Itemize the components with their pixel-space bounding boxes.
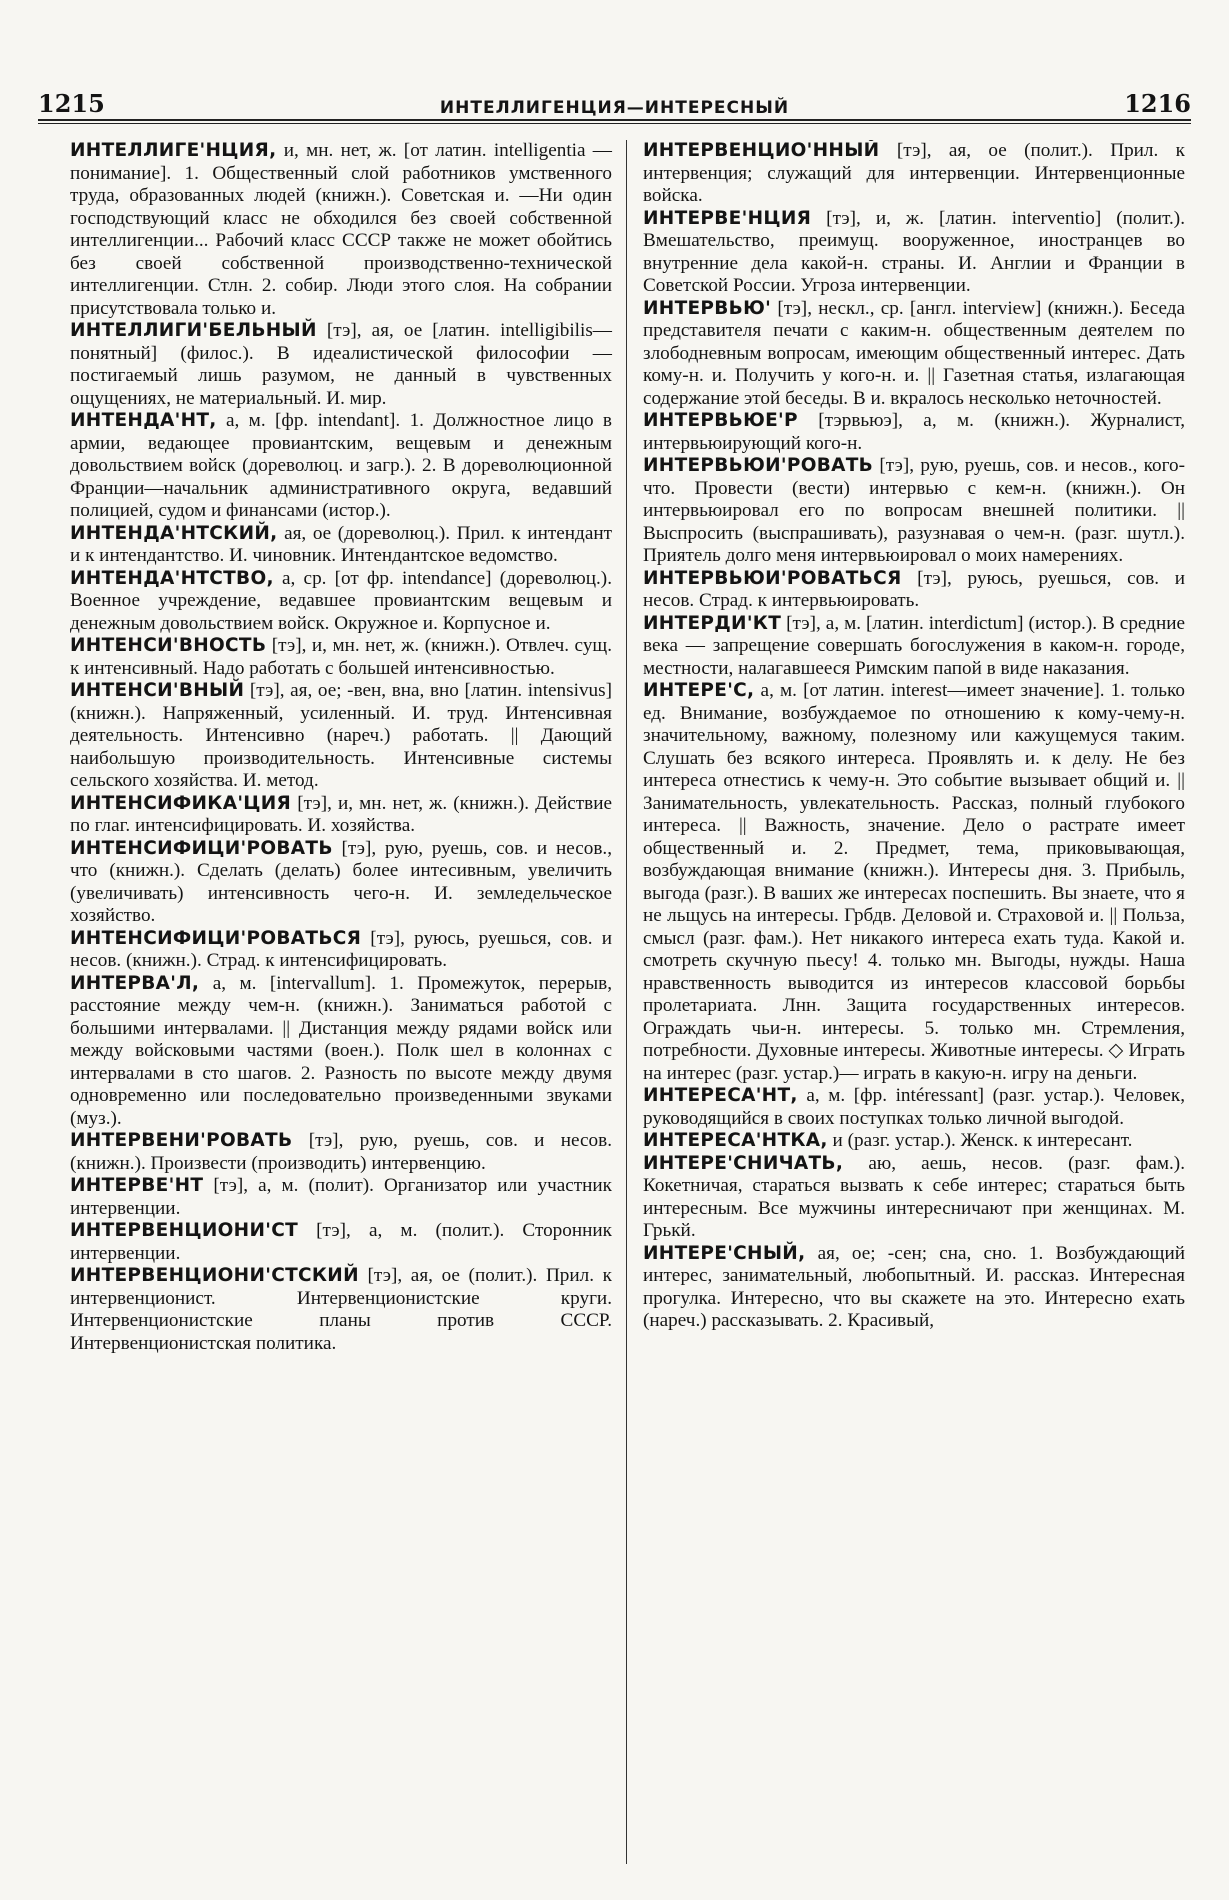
entry-definition: а, ср. [от фр. intendance] (дореволюц.). Военное учреждение, ведавшее провиантским вещевым и денежным довольствием войск. Окружное и. Корпусное и. (70, 567, 612, 634)
entry-definition: а, м. [intervallum]. 1. Промежуток, перерыв, расстояние между чем-н. (книжн.). Заниматься работой с большими интервалами. || Дистанция между рядами войск или между войсковыми частями (воен.). Полк шел в колоннах с интервалами в сто шагов. 2. Разность по высоте между двумя одновременно или последовательно произведенными звуками (муз.). (70, 972, 612, 1129)
entry-headword: ИНТЕРВЕНЦИО'ННЫЙ (643, 140, 880, 161)
entry-definition: [тэ], и, мн. нет, ж. (книжн.). Отвлеч. сущ. к интенсивный. Надо работать с большей интенсивностью. (70, 635, 612, 679)
dictionary-entry (643, 208, 1185, 298)
entry-definition: и, мн. нет, ж. [от латин. intelligentia — понимание]. 1. Общественный слой работников умственного труда, образованных людей (книжн.). Советская и. —Ни один господствующий класс не обходился без своей собственной интеллигенции... Рабочий класс СССР также не может обойтись без своей собственной производственно-технической интеллигенции. Стлн. 2. собир. Люди этого слоя. На собрании присутствовала только и. (70, 140, 612, 319)
entry-headword: ИНТЕРВЬЮИ'РОВАТЬ (643, 455, 874, 476)
entry-definition: [тэ], рую, руешь, сов. и несов. (книжн.). Произвести (производить) интервенцию. (70, 1130, 612, 1174)
dictionary-entry (643, 455, 1185, 568)
entry-headword: ИНТЕРДИ'КТ (643, 612, 782, 634)
left-column (70, 140, 627, 1864)
entry-definition: [тэ], рую, руешь, сов. и несов., что (книжн.). Сделать (делать) более интесивным, увеличить (увеличивать) интенсивность чего-н. И. земледельческое хозяйство. (70, 837, 612, 926)
entry-headword: ИНТЕРВЕНЦИОНИ'СТ (70, 1220, 299, 1241)
entry-definition: [тэ], рую, руешь, сов. и несов., кого-что. Провести (вести) интервью с кем-н. (книжн.). Он интервьюировал его по вопросам внешней политики. || Выспросить (выспрашивать), разузнавая о чем-н. (разг. шутл.). Приятель долго меня интервьюировал о моих намерениях. (643, 455, 1185, 566)
page-header (38, 84, 1191, 118)
entry-headword: ИНТЕРЕ'СНЫЙ, (643, 1242, 806, 1264)
dictionary-entry (70, 568, 612, 636)
entry-definition: аю, аешь, несов. (разг. фам.). Кокетничая, стараться вызвать к себе интерес; стараться быть интересным. Все мужчины интересничают при женщинах. М. Грькй. (643, 1152, 1185, 1241)
dictionary-entry (643, 613, 1185, 681)
dictionary-entry (643, 1243, 1185, 1333)
entry-headword: ИНТЕНСИФИЦИ'РОВАТЬСЯ (70, 927, 362, 949)
entry-headword: ИНТЕНСИФИЦИ'РОВАТЬ (70, 837, 333, 859)
entry-headword: ИНТЕЛЛИГИ'БЕЛЬНЫЙ (70, 320, 317, 341)
dictionary-entry (70, 320, 612, 410)
right-page-number: 1216 (1124, 89, 1191, 118)
dictionary-entry (643, 1153, 1185, 1243)
dictionary-entry (70, 635, 612, 680)
entry-headword: ИНТЕНДА'НТСКИЙ, (70, 522, 278, 544)
entry-headword: ИНТЕРВА'Л, (70, 972, 200, 994)
dictionary-columns (70, 140, 1185, 1864)
dictionary-entry (70, 1130, 612, 1175)
right-column (643, 140, 1185, 1864)
header-rule-thin (38, 123, 1191, 124)
entry-headword: ИНТЕНДА'НТСТВО, (70, 567, 274, 589)
entry-headword: ИНТЕРЕ'С, (643, 680, 755, 701)
entry-definition: ая, ое; -сен; сна, сно. 1. Возбуждающий интерес, занимательный, любопытный. И. рассказ. Интересная прогулка. Интересно, что вы скажете на это. Интересно ехать (нареч.) рассказывать. 2. Красивый, (643, 1242, 1185, 1331)
dictionary-entry (70, 1220, 612, 1265)
entry-definition: [тэрвьюэ], а, м. (книжн.). Журналист, интервьюирующий кого-н. (643, 410, 1185, 454)
left-page-number: 1215 (38, 89, 105, 118)
entry-definition: [тэ], ая, ое [латин. intelligibilis—понятный] (филос.). В идеалистической философии — постигаемый лишь разумом, не данный в чувственных ощущениях, не материальный. И. мир. (70, 320, 612, 409)
entry-definition: [тэ], руюсь, руешься, сов. и несов. Страд. к интервьюировать. (643, 567, 1185, 611)
dictionary-entry (70, 523, 612, 568)
dictionary-entry (643, 410, 1185, 455)
entry-headword: ИНТЕЛЛИГЕ'НЦИЯ, (70, 140, 277, 161)
entry-definition: [тэ], ая, ое; -вен, вна, вно [латин. intensivus] (книжн.). Напряженный, усиленный. И. труд. Интенсивная деятельность. Интенсивно (нареч.) работать. || Дающий наибольшую производительность. Интенсивные системы сельского хозяйства. И. метод. (70, 680, 612, 791)
header-rule-thick (38, 119, 1191, 121)
entry-definition: [тэ], а, м. [латин. interdictum] (истор.). В средние века — запрещение совершать богослужения в каком-н. городе, местности, налагавшееся Римским папой в виде наказания. (643, 612, 1185, 679)
entry-definition: [тэ], ая, ое (полит.). Прил. к интервенция; служащий для интервенции. Интервенционные войска. (643, 140, 1185, 206)
entry-headword: ИНТЕНДА'НТ, (70, 410, 217, 431)
entry-definition: а, м. [фр. intendant]. 1. Должностное лицо в армии, ведающее провиантским, вещевым и денежным довольствием войск (дореволюц. и загр.). 2. В дореволюционной Франции—начальник административного округа, ведавший полицией, судом и финансами (истор.). (70, 410, 612, 521)
dictionary-entry (643, 1085, 1185, 1130)
dictionary-entry (70, 928, 612, 973)
entry-definition: [тэ], руюсь, руешься, сов. и несов. (книжн.). Страд. к интенсифицировать. (70, 927, 612, 971)
dictionary-entry (70, 1175, 612, 1220)
entry-headword: ИНТЕРЕСА'НТ, (643, 1085, 798, 1106)
entry-headword: ИНТЕНСИ'ВНОСТЬ (70, 635, 267, 656)
dictionary-entry (70, 140, 612, 320)
running-title: ИНТЕЛЛИГЕНЦИЯ—ИНТЕРЕСНЫЙ (439, 98, 790, 118)
entry-definition: [тэ], нескл., ср. [англ. interview] (книжн.). Беседа представителя печати с каким-н. общественным деятелем по злободневным вопросам, имеющим общественный интерес. Дать кому-н. и. Получить у кого-н. и. || Газетная статья, излагающая содержание этой беседы. В и. вкралось несколько неточностей. (643, 297, 1185, 409)
dictionary-entry (643, 298, 1185, 411)
entry-headword: ИНТЕРВЕНЦИОНИ'СТСКИЙ (70, 1265, 359, 1286)
entry-definition: [тэ], и, мн. нет, ж. (книжн.). Действие по глаг. интенсифицировать. И. хозяйства. (70, 792, 612, 836)
dictionary-entry (643, 1130, 1185, 1153)
entry-headword: ИНТЕРВЕ'НЦИЯ (643, 207, 812, 229)
entry-definition: ая, ое (дореволюц.). Прил. к интендант и к интендантство. И. чиновник. Интендантское ведомство. (70, 522, 612, 566)
entry-headword: ИНТЕРВЕ'НТ (70, 1175, 204, 1196)
dictionary-entry (70, 680, 612, 793)
dictionary-entry (70, 793, 612, 838)
entry-headword: ИНТЕНСИФИКА'ЦИЯ (70, 792, 292, 814)
dictionary-entry (70, 973, 612, 1131)
entry-definition: а, м. [от латин. interest—имеет значение]. 1. только ед. Внимание, возбуждаемое по отношению к кому-чему-н. значительному, важному, полезному или кажущемуся таким. Слушать без всякого интереса. Проявлять и. к делу. Не без интереса отнестись к чему-н. Это событие вызывает общий и. || Занимательность, увлекательность. Рассказ, полный глубокого интереса. || Важность, значение. Дело о растрате имеет общественный и. 2. Предмет, тема, приковывающая, возбуждающая внимание (книжн.). Интересы дня. 3. Прибыль, выгода (разг.). В ваших же интересах поспешить. Вы знаете, что я не льщусь на интересы. Грбдв. Деловой и. Страховой и. || Польза, смысл (разг. фам.). Нет никакого интереса ехать туда. Какой и. смотреть скучную пьесу! 4. только мн. Выгоды, нужды. Наша нравственность выводится из интересов классовой борьбы пролетариата. Лнн. Защита государственных интересов. Ограждать чьи-н. интересы. 5. только мн. Стремления, потребности. Духовные интересы. Животные интересы. ◇ Играть на интерес (разг. устар.)— играть в какую-н. игру на деньги. (643, 680, 1185, 1084)
entry-headword: ИНТЕРЕ'СНИЧАТЬ, (643, 1152, 844, 1174)
entry-headword: ИНТЕРВЬЮИ'РОВАТЬСЯ (643, 567, 902, 589)
dictionary-entry (643, 140, 1185, 208)
dictionary-entry (70, 410, 612, 523)
entry-definition: а, м. [фр. intéressant] (разг. устар.). Человек, руководящийся в своих поступках только личной выгодой. (643, 1085, 1185, 1129)
entry-headword: ИНТЕРВЬЮ' (643, 297, 772, 319)
entry-definition: [тэ], и, ж. [латин. interventio] (полит.). Вмешательство, преимущ. вооруженное, иностранцев во внутренние дела какой-н. страны. И. Англии и Франции в Советской России. Угроза интервенции. (643, 207, 1185, 296)
dictionary-entry (643, 680, 1185, 1085)
entry-definition: [тэ], ая, ое (полит.). Прил. к интервенционист. Интервенционистские круги. Интервенционистские планы против СССР. Интервенционистская политика. (70, 1265, 612, 1354)
entry-headword: ИНТЕРВЕНИ'РОВАТЬ (70, 1130, 293, 1151)
dictionary-entry (643, 568, 1185, 613)
entry-definition: [тэ], а, м. (полит.). Сторонник интервенции. (70, 1220, 612, 1264)
entry-definition: [тэ], а, м. (полит). Организатор или участник интервенции. (70, 1175, 612, 1219)
entry-headword: ИНТЕРВЬЮЕ'Р (643, 410, 798, 431)
entry-definition: и (разг. устар.). Женск. к интересант. (827, 1130, 1133, 1151)
dictionary-entry (70, 1265, 612, 1355)
dictionary-entry (70, 838, 612, 928)
entry-headword: ИНТЕРЕСА'НТКА, (643, 1130, 828, 1151)
entry-headword: ИНТЕНСИ'ВНЫЙ (70, 680, 245, 701)
